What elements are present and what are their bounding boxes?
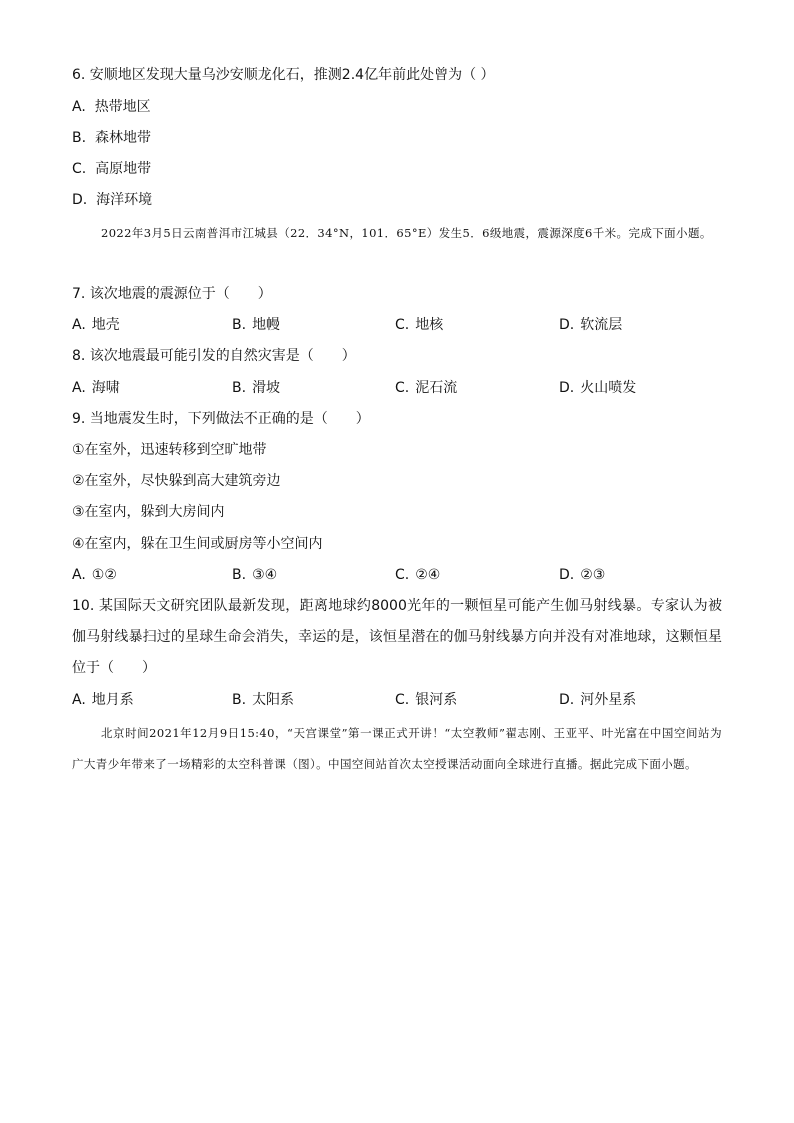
q10-option-b bbox=[232, 691, 294, 709]
option-text: 地月系 bbox=[91, 692, 134, 708]
option-text: 海洋环境 bbox=[96, 192, 153, 208]
option-text: 银河系 bbox=[415, 692, 458, 708]
option-letter: C. bbox=[395, 567, 410, 583]
q7-options-row bbox=[72, 316, 732, 334]
option-letter: B. bbox=[232, 317, 247, 333]
q8-option-a bbox=[72, 379, 120, 397]
q9-options-row bbox=[72, 566, 732, 584]
option-text: 地核 bbox=[415, 317, 444, 333]
passage-earthquake: 2022年3月5日云南普洱市江城县（22．34°N，101．65°E）发生5．6级地震，震源深度6千米。完成下面小题。 bbox=[101, 226, 712, 240]
option-text: 森林地带 bbox=[94, 130, 151, 146]
option-text: 太阳系 bbox=[252, 692, 295, 708]
option-letter: D. bbox=[72, 192, 88, 208]
option-text: 热带地区 bbox=[94, 99, 151, 115]
q9-option-a bbox=[72, 566, 117, 584]
q9-statement-1: ①在室外，迅速转移到空旷地带 bbox=[72, 442, 267, 458]
q8-option-d bbox=[559, 379, 636, 397]
q7-option-d bbox=[559, 316, 622, 334]
option-letter: B. bbox=[232, 692, 247, 708]
option-letter: C. bbox=[395, 380, 410, 396]
option-letter: D. bbox=[559, 380, 575, 396]
q9-statement-3: ③在室内，躲到大房间内 bbox=[72, 504, 225, 520]
option-text: 高原地带 bbox=[95, 161, 152, 177]
option-text: 软流层 bbox=[580, 317, 623, 333]
option-letter: C. bbox=[395, 692, 410, 708]
q6-option-d bbox=[72, 191, 152, 209]
q9-statement-4: ④在室内，躲在卫生间或厨房等小空间内 bbox=[72, 536, 323, 552]
question-9-stem: 9. 当地震发生时，下列做法不正确的是（ ） bbox=[72, 411, 370, 427]
option-letter: B. bbox=[72, 130, 87, 146]
option-text: ①② bbox=[91, 567, 117, 583]
q6-option-b bbox=[72, 129, 151, 147]
option-text: ②④ bbox=[415, 567, 441, 583]
q9-option-b bbox=[232, 566, 277, 584]
option-text: ③④ bbox=[252, 567, 278, 583]
option-text: 海啸 bbox=[91, 380, 120, 396]
q9-statement-2: ②在室外，尽快躲到高大建筑旁边 bbox=[72, 473, 281, 489]
q7-option-a bbox=[72, 316, 120, 334]
q8-option-c bbox=[395, 379, 457, 397]
q8-options-row bbox=[72, 379, 732, 397]
option-letter: C. bbox=[72, 161, 87, 177]
q6-option-c bbox=[72, 160, 151, 178]
q6-option-a bbox=[72, 98, 151, 116]
passage-tiangong-class: 北京时间2021年12月9日15:40，“天宫课堂”第一课正式开讲！“太空教师”翟志刚、王亚平、叶光富在中国空间站为广大青少年带来了一场精彩的太空科普课（图）。中国空间站首次太空授课活动面向全球进行直播。据此完成下面小题。 bbox=[72, 726, 722, 771]
q9-option-c bbox=[395, 566, 440, 584]
q10-options-row bbox=[72, 691, 732, 709]
option-letter: D. bbox=[559, 317, 575, 333]
q10-option-d bbox=[559, 691, 636, 709]
option-text: 火山喷发 bbox=[580, 380, 637, 396]
q7-option-c bbox=[395, 316, 443, 334]
option-letter: A. bbox=[72, 380, 86, 396]
option-text: 泥石流 bbox=[415, 380, 458, 396]
option-letter: B. bbox=[232, 567, 247, 583]
question-7-stem: 7. 该次地震的震源位于（ ） bbox=[72, 286, 272, 302]
q9-option-d bbox=[559, 566, 605, 584]
option-letter: A. bbox=[72, 567, 86, 583]
option-text: 河外星系 bbox=[580, 692, 637, 708]
question-10-stem: 10. 某国际天文研究团队最新发现，距离地球约8000光年的一颗恒星可能产生伽马射线暴。专家认为被伽马射线暴扫过的星球生命会消失，幸运的是，该恒星潜在的伽马射线暴方向并没有对准地球，这颗恒星位于（ ） bbox=[72, 598, 722, 676]
question-6-stem: 6. 安顺地区发现大量乌沙安顺龙化石，推测2.4亿年前此处曾为（ ） bbox=[72, 67, 495, 83]
option-text: 地幔 bbox=[252, 317, 281, 333]
option-text: 滑坡 bbox=[252, 380, 281, 396]
question-8-stem: 8. 该次地震最可能引发的自然灾害是（ ） bbox=[72, 348, 356, 364]
option-letter: B. bbox=[232, 380, 247, 396]
q7-option-b bbox=[232, 316, 280, 334]
option-letter: A. bbox=[72, 317, 86, 333]
option-letter: D. bbox=[559, 692, 575, 708]
option-letter: A. bbox=[72, 99, 86, 115]
option-text: 地壳 bbox=[91, 317, 120, 333]
option-letter: C. bbox=[395, 317, 410, 333]
option-text: ②③ bbox=[580, 567, 606, 583]
q8-option-b bbox=[232, 379, 280, 397]
q10-option-c bbox=[395, 691, 457, 709]
option-letter: D. bbox=[559, 567, 575, 583]
q10-option-a bbox=[72, 691, 134, 709]
option-letter: A. bbox=[72, 692, 86, 708]
